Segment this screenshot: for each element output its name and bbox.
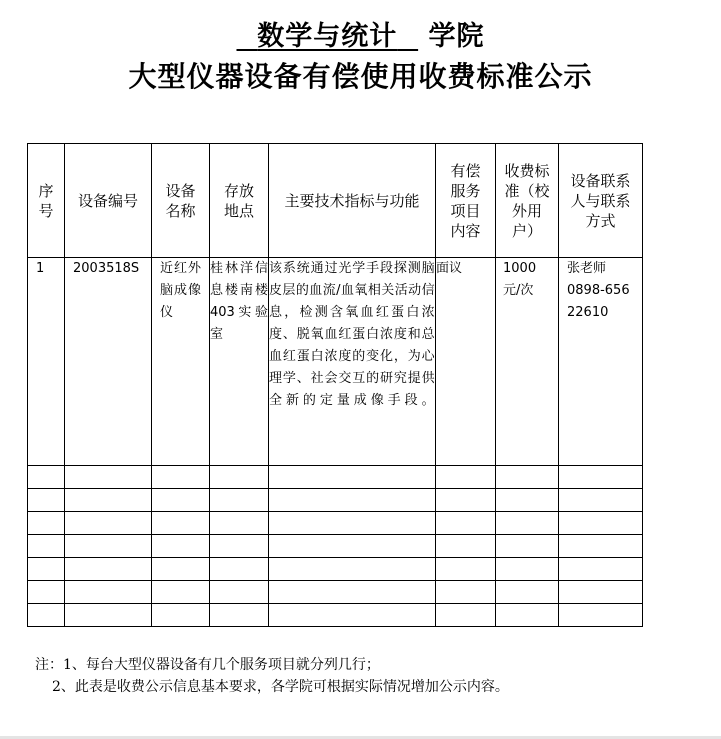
header-fee: 收费标准（校外用户） [496,144,559,258]
cell-spec: 该系统通过光学手段探测脑皮层的血流/血氧相关活动信息，检测含氧血红蛋白浓度、脱氧血红蛋白浓度和总血红蛋白浓度的变化，为心理学、社会交互的研究提供全新的定量成像手段。 [269,258,436,466]
notes [35,654,509,698]
table-row [28,258,643,466]
table-row [28,489,643,512]
header-location: 存放地点 [210,144,269,258]
college-suffix: 学院 [428,21,485,52]
table-row [28,535,643,558]
document-title [0,14,721,53]
table-row [28,466,643,489]
header-name: 设备名称 [152,144,210,258]
cell-code: 2003518S [65,258,152,466]
cell-service: 面议 [436,258,496,466]
cell-index: 1 [28,258,65,466]
contact-name: 张老师 [567,261,607,276]
header-code: 设备编号 [65,144,152,258]
cell-location: 桂林洋信息楼南楼403实验室 [210,258,269,466]
college-name: 数学与统计 [257,21,398,52]
header-index: 序号 [28,144,65,258]
cell-contact [559,258,643,466]
note-2: 2、此表是收费公示信息基本要求，各学院可根据实际情况增加公示内容。 [52,679,509,695]
note-1: 注：1、每台大型仪器设备有几个服务项目就分列几行； [35,657,380,673]
cell-name: 近红外脑成像仪 [152,258,210,466]
contact-phone: 0898-65622610 [567,283,630,320]
table-row [28,581,643,604]
header-service: 有偿服务项目内容 [436,144,496,258]
table-header-row [28,144,643,258]
fee-table [27,143,643,627]
table-row [28,604,643,627]
table-row [28,558,643,581]
document-subtitle: 大型仪器设备有偿使用收费标准公示 [128,60,593,93]
header-spec: 主要技术指标与功能 [269,144,436,258]
cell-fee: 1000元/次 [496,258,559,466]
header-contact: 设备联系人与联系方式 [559,144,643,258]
table-row [28,512,643,535]
